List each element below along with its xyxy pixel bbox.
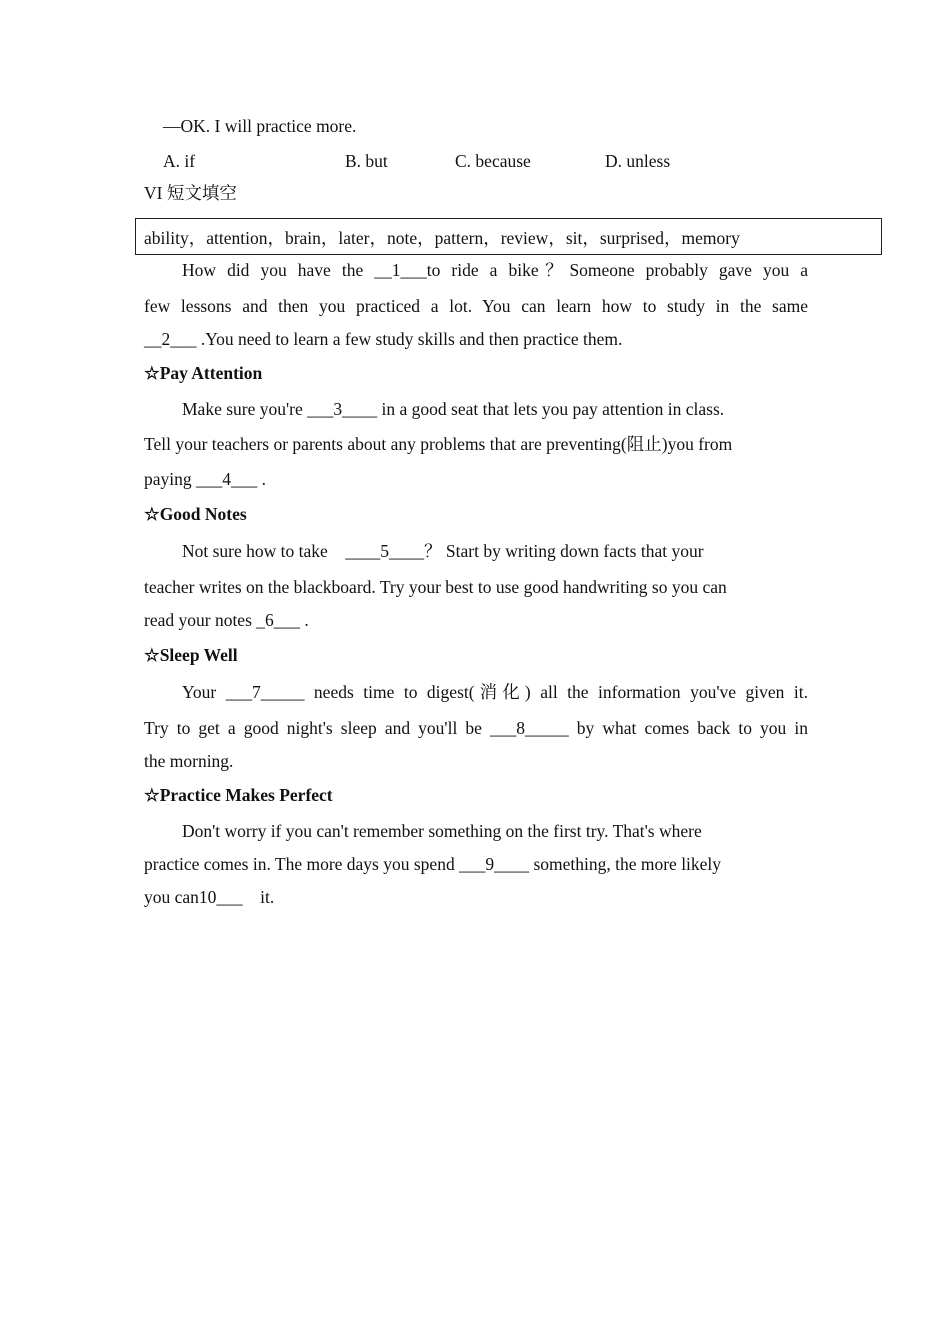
sleep-well-line-2: Try to get a good night's sleep and you'll be ___8_____ by what comes back to you in xyxy=(144,718,808,738)
section-title: VI 短文填空 xyxy=(144,183,237,203)
intro-line-3: __2___ .You need to learn a few study skills and then practice them. xyxy=(144,329,623,349)
pay-attention-line-2: Tell your teachers or parents about any problems that are preventing(阻止)you from xyxy=(144,434,733,454)
heading-sleep-well: ☆Sleep Well xyxy=(144,645,238,665)
good-notes-line-2: teacher writes on the blackboard. Try your best to use good handwriting so you can xyxy=(144,577,727,597)
option-d: D. unless xyxy=(605,151,671,171)
practice-line-3: you can10___ it. xyxy=(144,887,275,907)
heading-good-notes: ☆Good Notes xyxy=(144,504,247,524)
intro-line-2: few lessons and then you practiced a lot. You can learn how to study in the same xyxy=(144,296,808,316)
heading-pay-attention: ☆Pay Attention xyxy=(144,363,263,383)
good-notes-line-1: Not sure how to take ____5____？ Start by writing down facts that your xyxy=(182,541,704,561)
pay-attention-line-3: paying ___4___ . xyxy=(144,469,267,489)
good-notes-line-3: read your notes _6___ . xyxy=(144,610,309,630)
intro-line-1: How did you have the __1___to ride a bike？Someone probably gave you a xyxy=(182,260,808,280)
option-b: B. but xyxy=(345,151,388,171)
heading-practice: ☆Practice Makes Perfect xyxy=(144,785,333,805)
practice-line-2: practice comes in. The more days you spend ___9____ something, the more likely xyxy=(144,854,722,874)
word-bank-box xyxy=(135,218,882,255)
option-a: A. if xyxy=(163,151,196,171)
dialog-line: —OK. I will practice more. xyxy=(163,116,357,136)
pay-attention-line-1: Make sure you're ___3____ in a good seat that lets you pay attention in class. xyxy=(182,399,725,419)
option-c: C. because xyxy=(455,151,531,171)
word-bank: ability，attention，brain，later，note，pattern，review，sit，surprised，memory xyxy=(144,228,740,248)
sleep-well-line-3: the morning. xyxy=(144,751,234,771)
sleep-well-line-1: Your ___7_____ needs time to digest(消化) all the information you've given it. xyxy=(182,682,808,702)
practice-line-1: Don't worry if you can't remember something on the first try. That's where xyxy=(182,821,702,841)
